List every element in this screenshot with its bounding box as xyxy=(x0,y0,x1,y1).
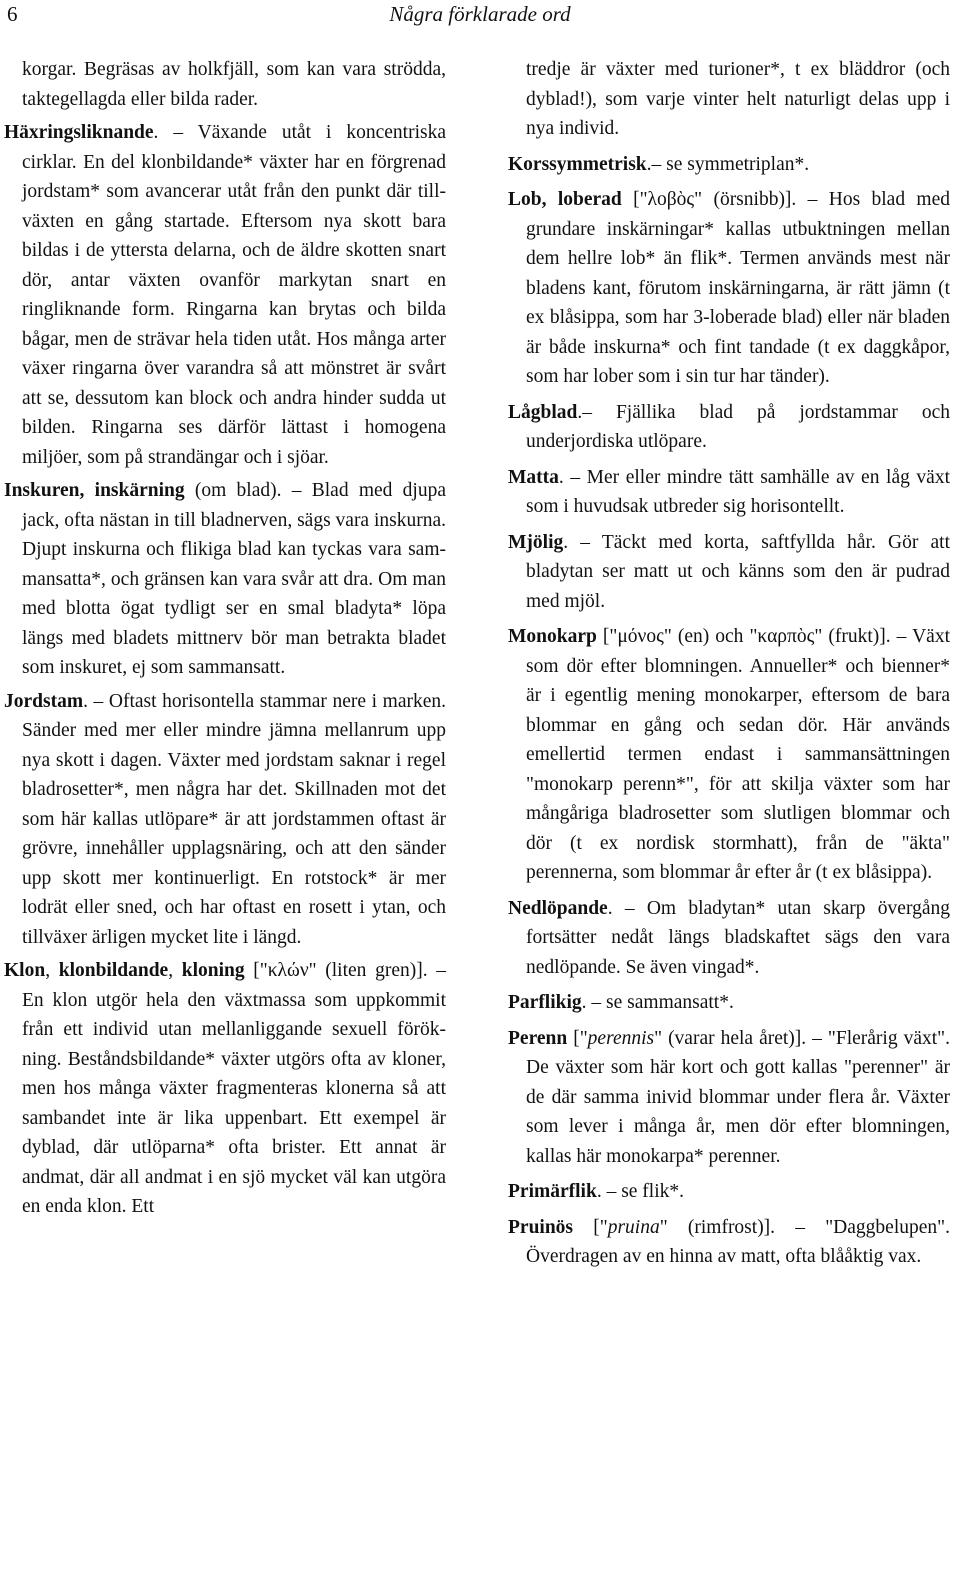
entry-definition: .– se symmetriplan*. xyxy=(646,153,810,175)
entry-term: Inskuren, inskärning xyxy=(4,480,185,501)
entry-term: Parflikig xyxy=(508,992,582,1013)
continuation-text: korgar. Begräsas av holkfjäll, som kan vara strödda, taktegellagda eller bilda rader. xyxy=(22,59,446,110)
etymology-open: [" xyxy=(573,1216,608,1238)
glossary-entry xyxy=(4,687,446,953)
glossary-entry xyxy=(508,185,950,392)
entry-definition: " (varar hela året)]. – "Flerårig växt". De växter som här kort och gott kallas "perenner" är de där samma inivid blommar under flera år. Växter som lever i många år, men dör efter blomningen, kallas här monokarpa* perenner. xyxy=(526,1027,950,1167)
page-header xyxy=(0,0,960,34)
entry-term: Lågblad xyxy=(508,401,578,423)
glossary-entry xyxy=(508,398,950,457)
entry-term: Matta xyxy=(508,466,559,488)
entry-term: Klon xyxy=(4,960,46,981)
entry-term: Perenn xyxy=(508,1027,568,1049)
entry-term: Häxringsliknande xyxy=(4,122,154,143)
glossary-entry xyxy=(508,150,950,180)
entry-definition: . – Växande utåt i koncentriska cirklar. En del klonbildande* växter har en förgrenad jordstam* som avancerar utåt från den punkt där tillväxten en gång startade. Eftersom nya skott bara bildas i de yttersta delarna, och de äldre skotten snart dör, antar växten ovanför markytan snart en ringliknande form. Ringarna kan brytas och bilda bågar, men de strävar hela tiden utåt. Hos många arter växer ringarna över varandra så att mönstret är svårt att se, dessutom kan block och andra hinder sudda ut bilden. Ringarna ses därför lättast i homogena miljöer, som på strandängar och i sjöar. xyxy=(22,122,446,468)
glossary-entry xyxy=(508,463,950,522)
entry-term: Monokarp xyxy=(508,626,597,647)
glossary-entry xyxy=(508,1024,950,1172)
entry-definition: . – Om bladytan* utan skarp övergång fortsätter nedåt längs bladskaftet sägs den vara nedlöpande. Se även vingad*. xyxy=(526,897,950,978)
latin-word: perennis xyxy=(587,1027,655,1049)
glossary-entry xyxy=(508,528,950,617)
glossary-entry xyxy=(508,894,950,983)
entry-definition: (om blad). – Blad med djupa jack, ofta nästan in till bladnerven, sägs vara inskurna. Djupt inskurna och flikiga blad kan tyckas vara sammansatta*, och gränsen kan vara svår att dra. Om man med blotta ögat tydligt ser en smal bladyta* löpa längs med bladets mittnerv bör man betrakta bladet som inskuret, ej som sammansatt. xyxy=(22,480,446,678)
etymology-open: [" xyxy=(567,1027,588,1049)
entry-definition: ["λοβὸς" (örsnibb)]. – Hos blad med grundare inskärningar* kallas utbuktningen mellan dem hellre lob* än flik*. Termen används mest när bladens kant, förutom inskärningarna, är rätt jämn (t ex blåsippa, som har 3-loberade blad) eller när bladen är både inskurna* och fint tandade (t ex daggkåpor, som har lober som i sin tur har tänder). xyxy=(526,189,950,387)
term-separator: , xyxy=(168,960,182,981)
entry-term-2: klonbildande xyxy=(58,960,169,981)
entry-term: Jordstam xyxy=(4,690,84,712)
page-number: 6 xyxy=(7,2,18,26)
entry-term: Korssymmetrisk xyxy=(508,153,647,175)
entry-definition: . – Mer eller mindre tätt samhälle av en låg växt som i huvudsak utbreder sig horisontellt. xyxy=(526,466,950,517)
running-title: Några förklarade ord xyxy=(389,2,571,26)
entry-term-3: kloning xyxy=(181,960,245,981)
entry-term: Primärflik xyxy=(508,1181,597,1202)
entry-term: Mjölig xyxy=(508,531,564,553)
entry-term: Lob, loberad xyxy=(508,189,622,210)
glossary-entry xyxy=(508,1177,950,1207)
entry-definition: . – Oftast horisontella stammar nere i marken. Sänder med mer eller mindre jämna mellanrum upp nya skott i dagen. Växter med jordstam saknar i regel bladrosetter*, men några har det. Skillnaden mot det som här kallas utlöpare* är att jordstammen oftast är grövre, innehåller upplagsnäring, och att den sänder upp skott mer kontinuerligt. En rotstock* är mer lodrät eller sned, och har oftast en rosett i ytan, och tillväxer ärligen mycket lite i längd. xyxy=(22,690,446,948)
entry-definition: ["μόνος" (en) och "καρπὸς" (frukt)]. – Växt som dör efter blomningen. Annueller* och bienner* är i egentlig mening monokarper, eftersom de bara blommar en gång och sedan dör. Här används emellertid termen endast i sammansättningen "monokarp perenn*", för att skilja växter som har mångåriga bladrosetter som slutligen blommar och dör (t ex nordisk stormhatt), från de "äkta" perennerna, som blommar år efter år (t ex blåsippa). xyxy=(526,626,950,883)
entry-term: Pruinös xyxy=(508,1216,574,1238)
entry-definition: .– Fjällika blad på jordstammar och underjordiska utlöpare. xyxy=(526,401,950,452)
glossary-entry xyxy=(508,622,950,888)
entry-definition: ["κλών" (liten gren)]. – En klon utgör hela den växtmassa som uppkommit från ett individ utan mellanliggande sexuell förökning. Beståndsbildande* växter utgörs ofta av kloner, men hos många växter fragmenteras klonerna så att sambandet inte är lika uppenbart. Ett exempel är dyblad, där utlöparna* ofta brister. Ett annat är andmat, där all andmat i en sjö mycket väl kan utgöra en enda klon. Ett xyxy=(22,960,446,1217)
entry-definition: . – se sammansatt*. xyxy=(581,992,734,1013)
entry-term: Nedlöpande xyxy=(508,897,608,919)
left-column xyxy=(4,55,446,1222)
right-column xyxy=(508,55,950,1278)
glossary-entry xyxy=(508,1213,950,1272)
glossary-entry xyxy=(4,118,446,472)
term-separator: , xyxy=(45,960,59,981)
entry-definition: . – Täckt med korta, saftfyllda hår. Gör att bladytan ser matt ut och känns som den är pudrad med mjöl. xyxy=(526,531,950,612)
glossary-entry xyxy=(4,956,446,1222)
entry-definition: . – se flik*. xyxy=(596,1181,685,1202)
continuation-text: tredje är växter med turioner*, t ex bläddror (och dyblad!), som varje vinter helt naturligt delas upp i nya individ. xyxy=(526,59,950,139)
glossary-entry xyxy=(508,988,950,1018)
glossary-entry xyxy=(4,476,446,683)
latin-word: pruina xyxy=(607,1216,660,1238)
entry-definition: " (rimfrost)]. – "Daggbelupen". Överdragen av en hinna av matt, ofta blååktig vax. xyxy=(526,1216,950,1267)
